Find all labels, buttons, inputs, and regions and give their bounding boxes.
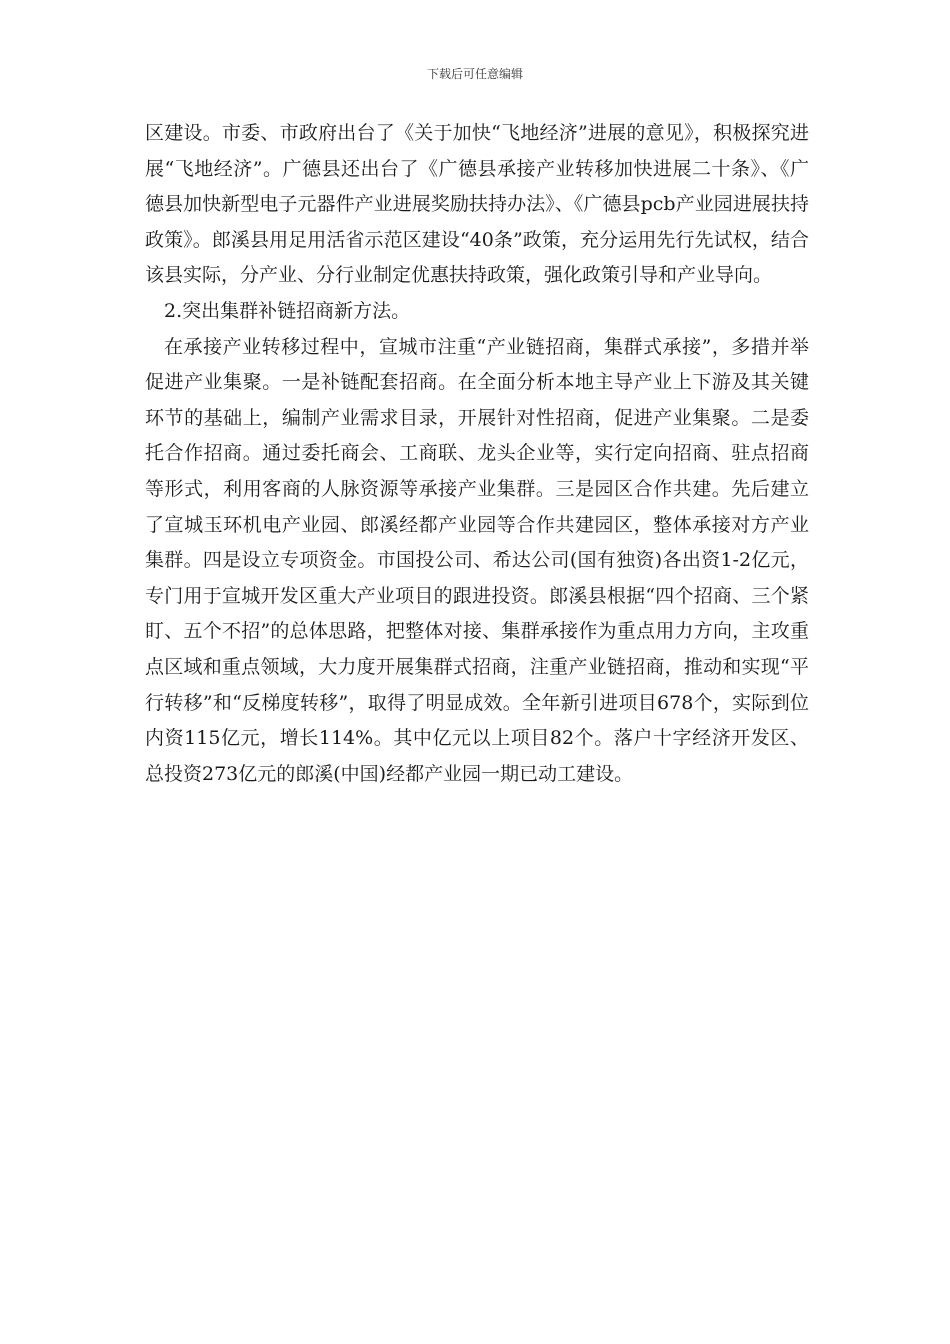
page-header: 下载后可任意编辑 [426,67,523,81]
paragraph-policy: 区建设。市委、市政府出台了《关于加快“飞地经济”进展的意见》，积极探究进展“飞地经济”。广德县还出台了《广德县承接产业转移加快进展二十条》、《广德县加快新型电子元器件产业进展奖励扶持办法》、《广德县pcb产业园进展扶持政策》。郎溪县用足用活省示范区建设“40条”政策，充分运用先行先试权，结合该县实际，分产业、分行业制定优惠扶持政策，强化政策引导和产业导向。 [145,122,809,287]
document-body [145,116,809,792]
paragraph-cluster-investment: 在承接产业转移过程中，宣城市注重“产业链招商，集群式承接”，多措并举促进产业集聚。一是补链配套招商。在全面分析本地主导产业上下游及其关键环节的基础上，编制产业需求目录，开展针对性招商，促进产业集聚。二是委托合作招商。通过委托商会、工商联、龙头企业等，实行定向招商、驻点招商等形式，利用客商的人脉资源等承接产业集群。三是园区合作共建。先后建立了宣城玉环机电产业园、郎溪经都产业园等合作共建园区，整体承接对方产业集群。四是设立专项资金。市国投公司、希达公司(国有独资)各出资1-2亿元，专门用于宣城开发区重大产业项目的跟进投资。郎溪县根据“四个招商、三个紧盯、五个不招”的总体思路，把整体对接、集群承接作为重点用力方向，主攻重点区域和重点领域，大力度开展集群式招商，注重产业链招商，推动和实现“平行转移”和“反梯度转移”，取得了明显成效。全年新引进项目678个，实际到位内资115亿元，增长114%。其中亿元以上项目82个。落户十字经济开发区、总投资273亿元的郎溪(中国)经都产业园一期已动工建设。 [145,335,809,785]
section-heading: 2.突出集群补链招商新方法。 [164,299,411,322]
